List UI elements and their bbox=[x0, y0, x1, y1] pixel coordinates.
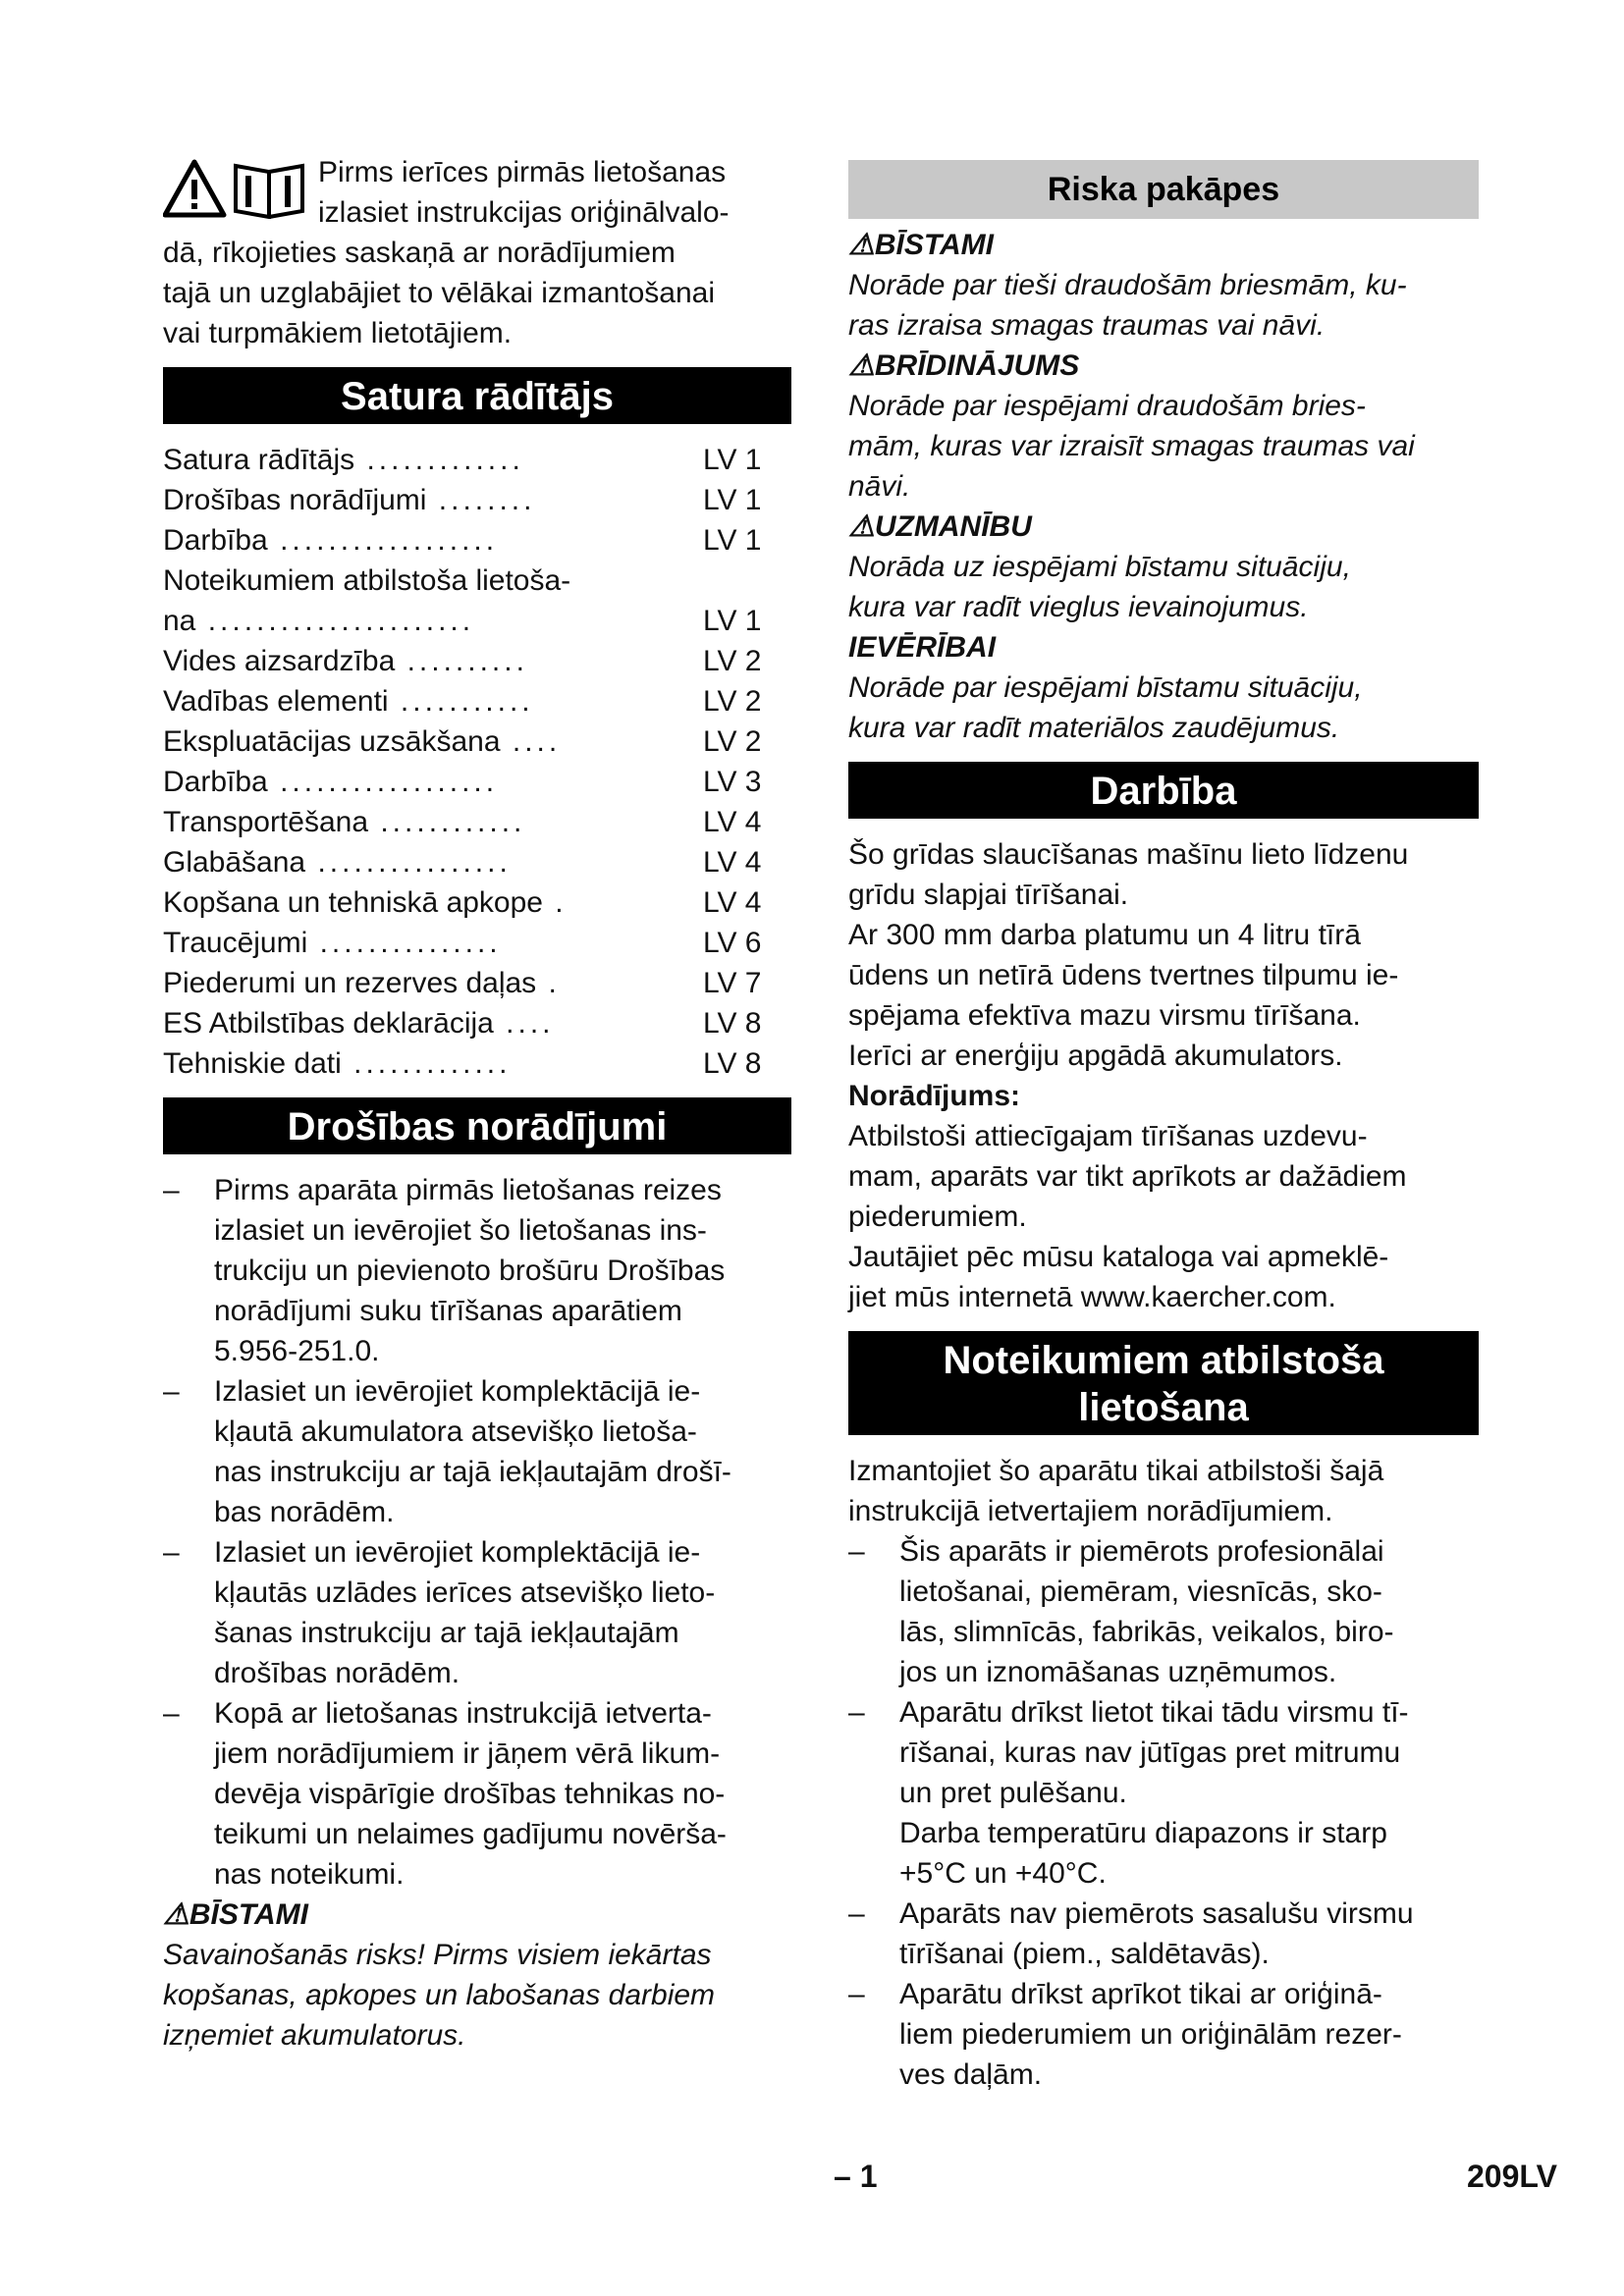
toc-item[interactable]: Traucējumi ............... LV 6 bbox=[163, 923, 791, 963]
toc-item[interactable]: Glabāšana ................ LV 4 bbox=[163, 842, 791, 882]
toc-page: LV 2 bbox=[703, 725, 762, 758]
toc-page: LV 1 bbox=[703, 484, 762, 516]
risk-level-title: ⚠UZMANĪBU bbox=[848, 510, 1032, 543]
toc-item[interactable]: Tehniskie dati ............. LV 8 bbox=[163, 1043, 791, 1084]
intro-notice bbox=[163, 152, 791, 353]
toc-item[interactable]: Kopšana un tehniskā apkope . LV 4 bbox=[163, 882, 791, 923]
toc-page: LV 2 bbox=[703, 645, 762, 677]
risk-levels bbox=[848, 225, 1479, 748]
toc-item[interactable]: na ...................... LV 1 bbox=[163, 601, 791, 641]
list-item: – Šis aparāts ir piemērots profesionālai lietošanai, piemēram, viesnīcās, sko- lās, slimnīcās, fabrikās, veikalos, biro- jos un iznomāšanas uzņēmumos. bbox=[848, 1535, 1394, 1688]
toc-page: LV 6 bbox=[703, 927, 762, 959]
toc-item[interactable]: Vadības elementi ........... LV 2 bbox=[163, 681, 791, 721]
toc-item[interactable]: Darbība .................. LV 1 bbox=[163, 520, 791, 561]
risk-level-title: IEVĒRĪBAI bbox=[848, 631, 997, 664]
toc-page: LV 1 bbox=[703, 444, 762, 476]
list-item: – Aparātu drīkst lietot tikai tādu virsmu tī- rīšanai, kuras nav jūtīgas pret mitrumu un pret pulēšanu. Darba temperatūru diapazons ir starp +5°C un +40°C. bbox=[848, 1696, 1409, 1890]
risk-level-title: ⚠BRĪDINĀJUMS bbox=[848, 349, 1080, 382]
list-item: – Izlasiet un ievērojiet komplektācijā ie- kļautā akumulatora atsevišķo lietoša- nas instrukciju ar tajā iekļautajām drošī- bas norādēm. bbox=[163, 1375, 731, 1528]
left-column bbox=[163, 152, 791, 2056]
intro-line: tajā un uzglabājiet to vēlākai izmantošanai bbox=[163, 277, 716, 309]
page-code: 209LV bbox=[1467, 2159, 1557, 2194]
toc-heading: Satura rādītājs bbox=[163, 367, 791, 424]
toc-item[interactable]: Satura rādītājs ............. LV 1 bbox=[163, 440, 791, 480]
toc-item[interactable]: Vides aizsardzība .......... LV 2 bbox=[163, 641, 791, 681]
danger-title: ⚠BĪSTAMI bbox=[163, 1898, 308, 1931]
intro-line: dā, rīkojieties saskaņā ar norādījumiem bbox=[163, 237, 676, 269]
list-item: – Pirms aparāta pirmās lietošanas reizes izlasiet un ievērojiet šo lietošanas ins- trukciju un pievienoto brošūru Drošības norādījumi suku tīrīšanas aparātiem 5.956-251.0. bbox=[163, 1174, 726, 1367]
intended-use-text: Izmantojiet šo aparātu tikai atbilstoši šajā instrukcijā ietvertajiem norādījumiem. – Šis aparāts ir piemērots profesionālai lietošanai, piemēram, viesnīcās, sko- lās, slimnīcās, fabrikās, veikalos, biro- jos un iznomāšanas uzņēmumos. – Aparātu drīkst lietot tikai tādu virsmu tī- rīšanai, kuras nav jūtīgas pret mitrumu un pret pulēšanu. Darba temperatūru diapazons ir starp +5°C un +40°C. – Aparāts nav piemērots sasalušu virsmu tīrīšanai (piem., saldētavās). – Aparātu drīkst aprīkot tikai ar oriģinā- liem piederumiem un oriģinālām rezer- ves daļām. bbox=[848, 1451, 1479, 2095]
intro-line: vai turpmākiem lietotājiem. bbox=[163, 317, 513, 349]
risk-level-text: Norāde par tieši draudošām briesmām, ku- ras izraisa smagas traumas vai nāvi. bbox=[848, 269, 1407, 342]
right-column bbox=[848, 152, 1479, 2095]
page-number: – 1 bbox=[834, 2159, 878, 2194]
operation-text: Šo grīdas slaucīšanas mašīnu lieto līdzenu grīdu slapjai tīrīšanai. Ar 300 mm darba platumu un 4 litru tīrā ūdens un netīrā ūdens tvertnes tilpumu ie- spējama efektīva mazu virsmu tīrīšana. Ierīci ar enerģiju apgādā akumulators. Norādījums: Atbilstoši attiecīgajam tīrīšanas uzdevu- mam, aparāts var tikt aprīkots ar dažādiem piederumiem. Jautājiet pēc mūsu kataloga vai apmeklē- jiet mūs internetā www.kaercher.com. bbox=[848, 834, 1479, 1317]
toc-item[interactable]: Ekspluatācijas uzsākšana .... LV 2 bbox=[163, 721, 791, 762]
list-item: – Izlasiet un ievērojiet komplektācijā ie- kļautās uzlādes ierīces atsevišķo lieto- šanas instrukciju ar tajā iekļautajām drošības norādēm. bbox=[163, 1536, 716, 1689]
risk-level-title: ⚠BĪSTAMI bbox=[848, 229, 994, 261]
toc-item[interactable]: Noteikumiem atbilstoša lietoša- bbox=[163, 561, 791, 601]
toc-item[interactable]: Darbība .................. LV 3 bbox=[163, 762, 791, 802]
open-book-icon bbox=[236, 166, 302, 217]
toc-item[interactable]: ES Atbilstības deklarācija .... LV 8 bbox=[163, 1003, 791, 1043]
toc-page: LV 7 bbox=[703, 967, 762, 999]
toc-item[interactable]: Transportēšana ............ LV 4 bbox=[163, 802, 791, 842]
operation-heading: Darbība bbox=[848, 762, 1479, 819]
toc-page: LV 4 bbox=[703, 806, 762, 838]
toc-page: LV 8 bbox=[703, 1007, 762, 1040]
danger-text: Savainošanās risks! Pirms visiem iekārtas kopšanas, apkopes un labošanas darbiem izņemiet akumulatorus. bbox=[163, 1939, 716, 2052]
risk-level-text: Norāda uz iespējami bīstamu situāciju, kura var radīt vieglus ievainojumus. bbox=[848, 551, 1351, 623]
list-item: – Aparātu drīkst aprīkot tikai ar oriģinā- liem piederumiem un oriģinālām rezer- ves daļām. bbox=[848, 1978, 1402, 2091]
table-of-contents bbox=[163, 440, 791, 1084]
risk-level-text: Norāde par iespējami draudošām bries- mām, kuras var izraisīt smagas traumas vai nāvi. bbox=[848, 390, 1415, 503]
intro-icons bbox=[163, 158, 310, 219]
toc-page: LV 4 bbox=[703, 886, 762, 919]
toc-page: LV 8 bbox=[703, 1047, 762, 1080]
intro-line: Pirms ierīces pirmās lietošanas bbox=[318, 156, 727, 188]
safety-list bbox=[163, 1170, 791, 1895]
toc-item[interactable]: Piederumi un rezerves daļas . LV 7 bbox=[163, 963, 791, 1003]
intended-use-heading: Noteikumiem atbilstoša lietošana bbox=[848, 1331, 1479, 1435]
risk-heading: Riska pakāpes bbox=[848, 160, 1479, 219]
note-title: Norādījums: bbox=[848, 1080, 1021, 1112]
toc-page bbox=[695, 561, 791, 601]
intro-line: izlasiet instrukcijas oriģinālvalo- bbox=[318, 196, 730, 229]
toc-item[interactable]: Drošības norādījumi ........ LV 1 bbox=[163, 480, 791, 520]
list-item: – Aparāts nav piemērots sasalušu virsmu tīrīšanai (piem., saldētavās). bbox=[848, 1897, 1414, 1970]
risk-level-text: Norāde par iespējami bīstamu situāciju, kura var radīt materiālos zaudējumus. bbox=[848, 671, 1363, 744]
safety-heading: Drošības norādījumi bbox=[163, 1097, 791, 1154]
toc-page: LV 1 bbox=[703, 605, 762, 637]
toc-page: LV 4 bbox=[703, 846, 762, 879]
toc-page: LV 2 bbox=[703, 685, 762, 718]
list-item: – Kopā ar lietošanas instrukcijā ietverta- jiem norādījumiem ir jāņem vērā likum- devēja vispārīgie drošības tehnikas no- teikumi un nelaimes gadījumu novērša- nas noteikumi. bbox=[163, 1697, 727, 1891]
toc-page: LV 3 bbox=[703, 766, 762, 798]
toc-page: LV 1 bbox=[703, 524, 762, 557]
warning-triangle-icon bbox=[165, 162, 224, 215]
